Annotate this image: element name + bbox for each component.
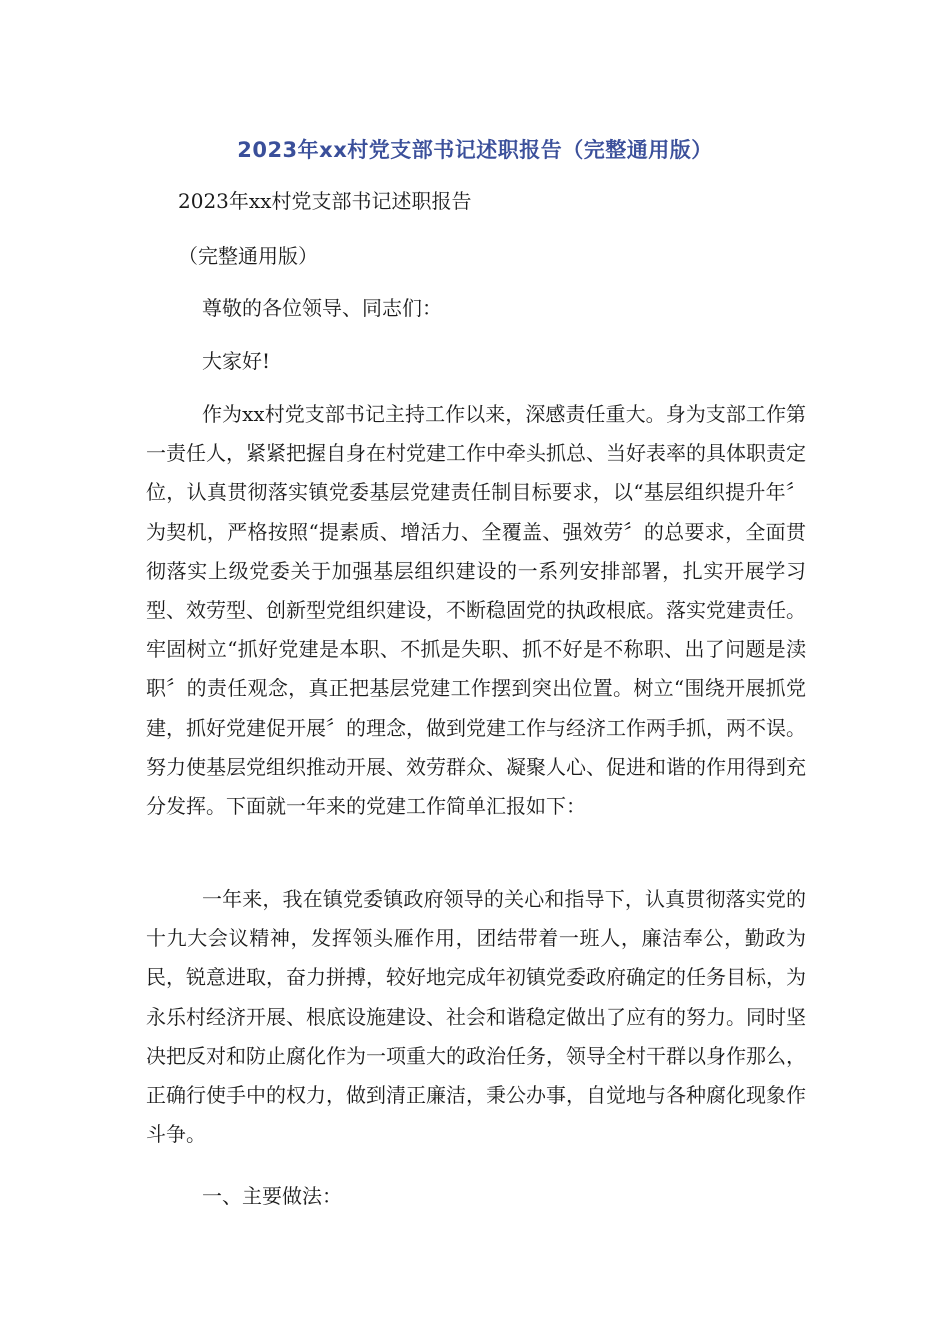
report-edition-line: （完整通用版） xyxy=(178,244,318,268)
document-title: 2023年xx村党支部书记述职报告（完整通用版） xyxy=(237,138,713,162)
report-title-line: 2023年xx村党支部书记述职报告 xyxy=(178,189,472,213)
greeting: 大家好! xyxy=(202,349,271,373)
salutation: 尊敬的各位领导、同志们： xyxy=(202,296,442,320)
body-paragraph: 作为xx村党支部书记主持工作以来，深感责任重大。身为支部工作第一责任人，紧紧把握自身在村党建工作中牵头抓总、当好表率的具体职责定位，认真贯彻落实镇党委基层党建责任制目标要求，以“基层组织提升年〞为契机，严格按照“提素质、增活力、全覆盖、强效劳〞的总要求，全面贯彻落实上级党委关于加强基层组织建设的一系列安排部署，扎实开展学习型、效劳型、创新型党组织建设，不断稳固党的执政根底。落实党建责任。牢固树立“抓好党建是本职、不抓是失职、抓不好是不称职、出了问题是渎职〞的责任观念，真正把基层党建工作摆到突出位置。树立“围绕开展抓党建，抓好党建促开展〞的理念，做到党建工作与经济工作两手抓，两不误。努力使基层党组织推动开展、效劳群众、凝聚人心、促进和谐的作用得到充分发挥。下面就一年来的党建工作简单汇报如下： xyxy=(146,402,806,819)
section-heading: 一、主要做法： xyxy=(202,1184,342,1208)
body-paragraph: 一年来，我在镇党委镇政府领导的关心和指导下，认真贯彻落实党的十九大会议精神，发挥领头雁作用，团结带着一班人，廉洁奉公，勤政为民，锐意进取，奋力拼搏，较好地完成年初镇党委政府确定的任务目标，为永乐村经济开展、根底设施建设、社会和谐稳定做出了应有的努力。同时坚决把反对和防止腐化作为一项重大的政治任务，领导全村干群以身作那么，正确行使手中的权力，做到清正廉洁，秉公办事，自觉地与各种腐化现象作斗争。 xyxy=(146,887,806,1147)
